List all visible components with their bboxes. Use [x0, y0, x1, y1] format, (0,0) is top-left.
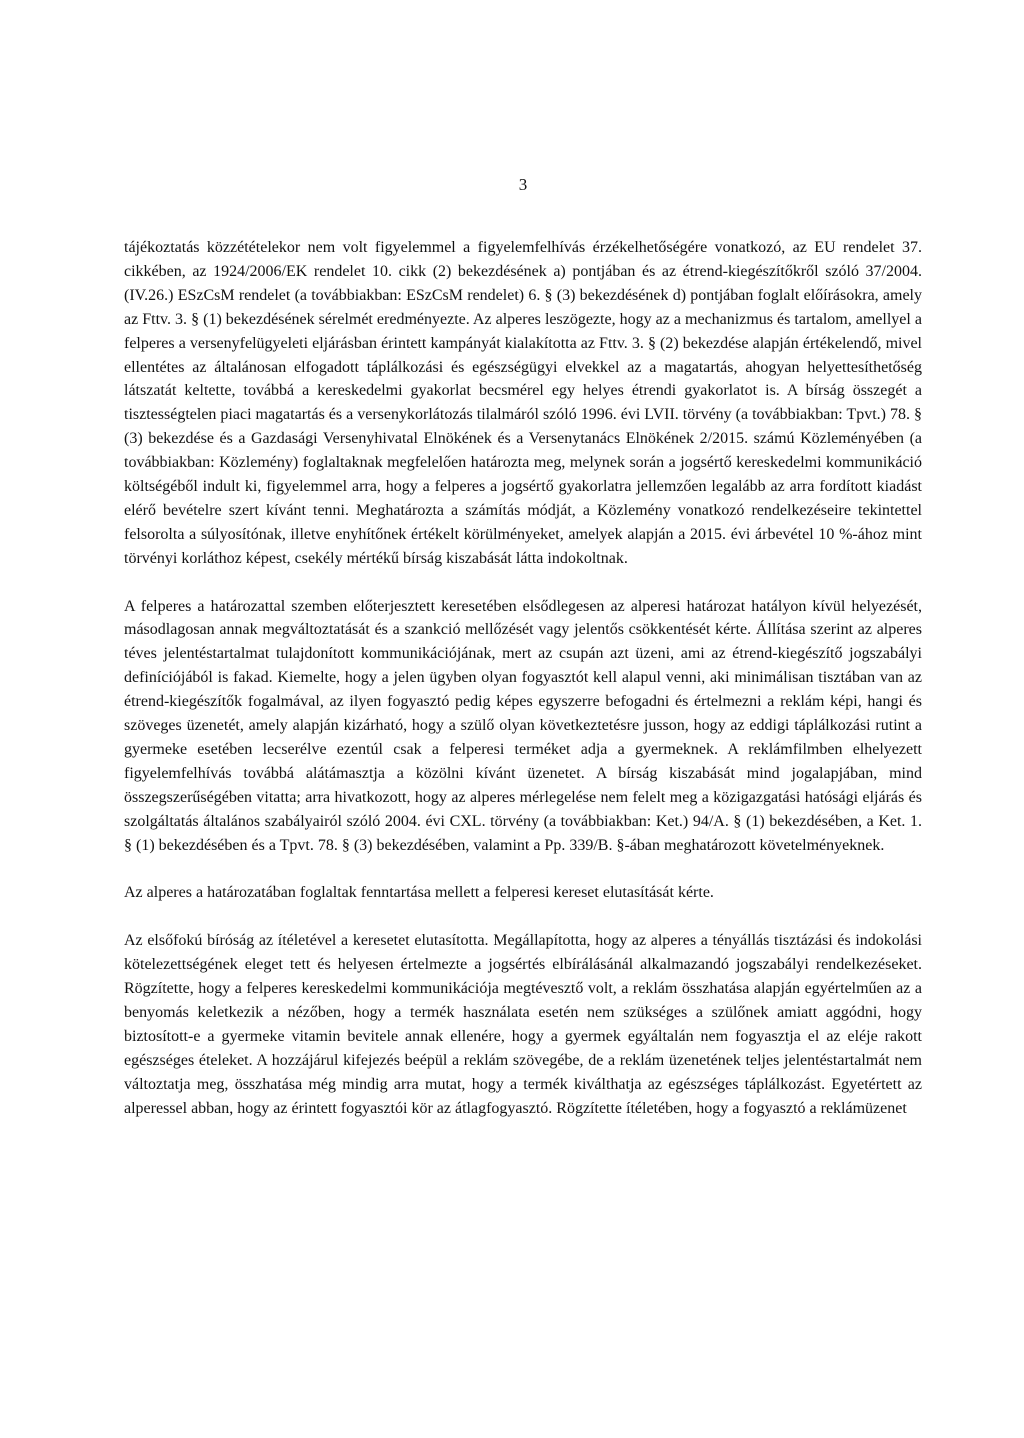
paragraph-first-instance-judgment: Az elsőfokú bíróság az ítéletével a keresetet elutasította. Megállapította, hogy az alperes a tényállás tisztázási és indokolási kötelezettségének eleget tett és helyesen értelmezte a jogsértés elbírálásánál alkalmazandó jogszabályi rendelkezéseket. Rögzítette, hogy a felperes kereskedelmi kommunikációja megtévesztő volt, a reklám összhatása alapján egyértelműen az a benyomás keletkezik a nézőben, hogy a termék használata esetén nem szükséges a szülőnek amiatt aggódni, hogy biztosított-e a gyermeke vitamin bevitele annak ellenére, hogy a gyermek egyáltalán nem fogyasztja el az eléje rakott egészséges ételeket. A hozzájárul kifejezés beépül a reklám szövegébe, de a reklám üzenetének teljes jelentéstartalmát nem változtatja meg, összhatása még mindig arra mutat, hogy a termék kiválthatja az egészséges táplálkozást. Egyetértett az alperessel abban, hogy az érintett fogyasztói kör az átlagfogyasztó. Rögzítette ítéletében, hogy a fogyasztó a reklámüzenet — [124, 932, 922, 1117]
paragraph-defendant-request: Az alperes a határozatában foglaltak fenntartása mellett a felperesi kereset elutasítását kérte. — [124, 884, 714, 902]
paragraph-decision-reasoning: tájékoztatás közzétételekor nem volt figyelemmel a figyelemfelhívás érzékelhetőségére vonatkozó, az EU rendelet 37. cikkében, az 1924/2006/EK rendelet 10. cikk (2) bekezdésének a) pontjában és az étrend-kiegészítőkről szóló 37/2004. (IV.26.) ESzCsM rendelet (a továbbiakban: ESzCsM rendelet) 6. § (3) bekezdésének d) pontjában foglalt előírásokra, amely az Fttv. 3. § (1) bekezdésének sérelmét eredményezte. Az alperes leszögezte, hogy az a mechanizmus és tartalom, amellyel a felperes a versenyfelügyeleti eljárásban érintett kampányát kialakította az Fttv. 3. § (2) bekezdése alapján értékelendő, mivel ellentétes az általánosan elfogadott táplálkozási és egészségügyi elvekkel az a magatartás, ahogyan helyettesíthetőség látszatát keltette, továbbá a kereskedelmi gyakorlat becsmérel egy helyes étrendi gyakorlatot is. A bírság összegét a tisztességtelen piaci magatartás és a versenykorlátozás tilalmáról szóló 1996. évi LVII. törvény (a továbbiakban: Tpvt.) 78. § (3) bekezdése és a Gazdasági Versenyhivatal Elnökének és a Versenytanács Elnökének 2/2015. számú Közleményében (a továbbiakban: Közlemény) foglaltaknak megfelelően határozta meg, melynek során a jogsértő kereskedelmi kommunikáció költségéből indult ki, figyelemmel arra, hogy a felperes a jogsértő gyakorlatra jellemzően legalább az arra fordított kiadást elérő bevételre szert kívánt tenni. Meghatározta a számítás módját, a Közlemény vonatkozó rendelkezéseire tekintettel felsorolta a súlyosítónak, illetve enyhítőnek értékelt körülményeket, amelyek alapján a 2015. évi árbevétel 10 %-ához mint törvényi korláthoz képest, csekély mértékű bírság kiszabását látta indokoltnak. — [124, 239, 922, 567]
document-body — [124, 236, 922, 1120]
document-page — [124, 0, 922, 1438]
page-number: 3 — [518, 175, 528, 194]
paragraph-plaintiff-claim: A felperes a határozattal szemben előterjesztett keresetében elsődlegesen az alperesi határozat hatályon kívül helyezését, másodlagosan annak megváltoztatását és a szankció mellőzését vagy jelentős csökkentését kérte. Állítása szerint az alperes téves jelentéstartalmat tulajdonított kommunikációjának, mert az csupán azt üzeni, ami az étrend-kiegészítő jogszabályi definíciójából is fakad. Kiemelte, hogy a jelen ügyben olyan fogyasztót kell alapul venni, aki minimálisan tisztában van az étrend-kiegészítők fogalmával, az ilyen fogyasztó pedig képes egyszerre befogadni és értelmezni a reklám képi, hangi és szöveges üzenetét, amely alapján kizárható, hogy a szülő olyan következtetésre jusson, hogy az eddigi táplálkozási rutint a gyermeke esetében lecserélve ezentúl csak a felperesi terméket adja a gyermeknek. A reklámfilmben elhelyezett figyelemfelhívás továbbá alátámasztja a közölni kívánt üzenetet. A bírság kiszabását mind jogalapjában, mind összegszerűségében vitatta; arra hivatkozott, hogy az alperes mérlegelése nem felelt meg a közigazgatási hatósági eljárás és szolgáltatás általános szabályairól szóló 2004. évi CXL. törvény (a továbbiakban: Ket.) 94/A. § (1) bekezdésében, a Ket. 1. § (1) bekezdésében és a Tpvt. 78. § (3) bekezdésében, valamint a Pp. 339/B. §-ában meghatározott követelményeknek. — [124, 597, 922, 854]
